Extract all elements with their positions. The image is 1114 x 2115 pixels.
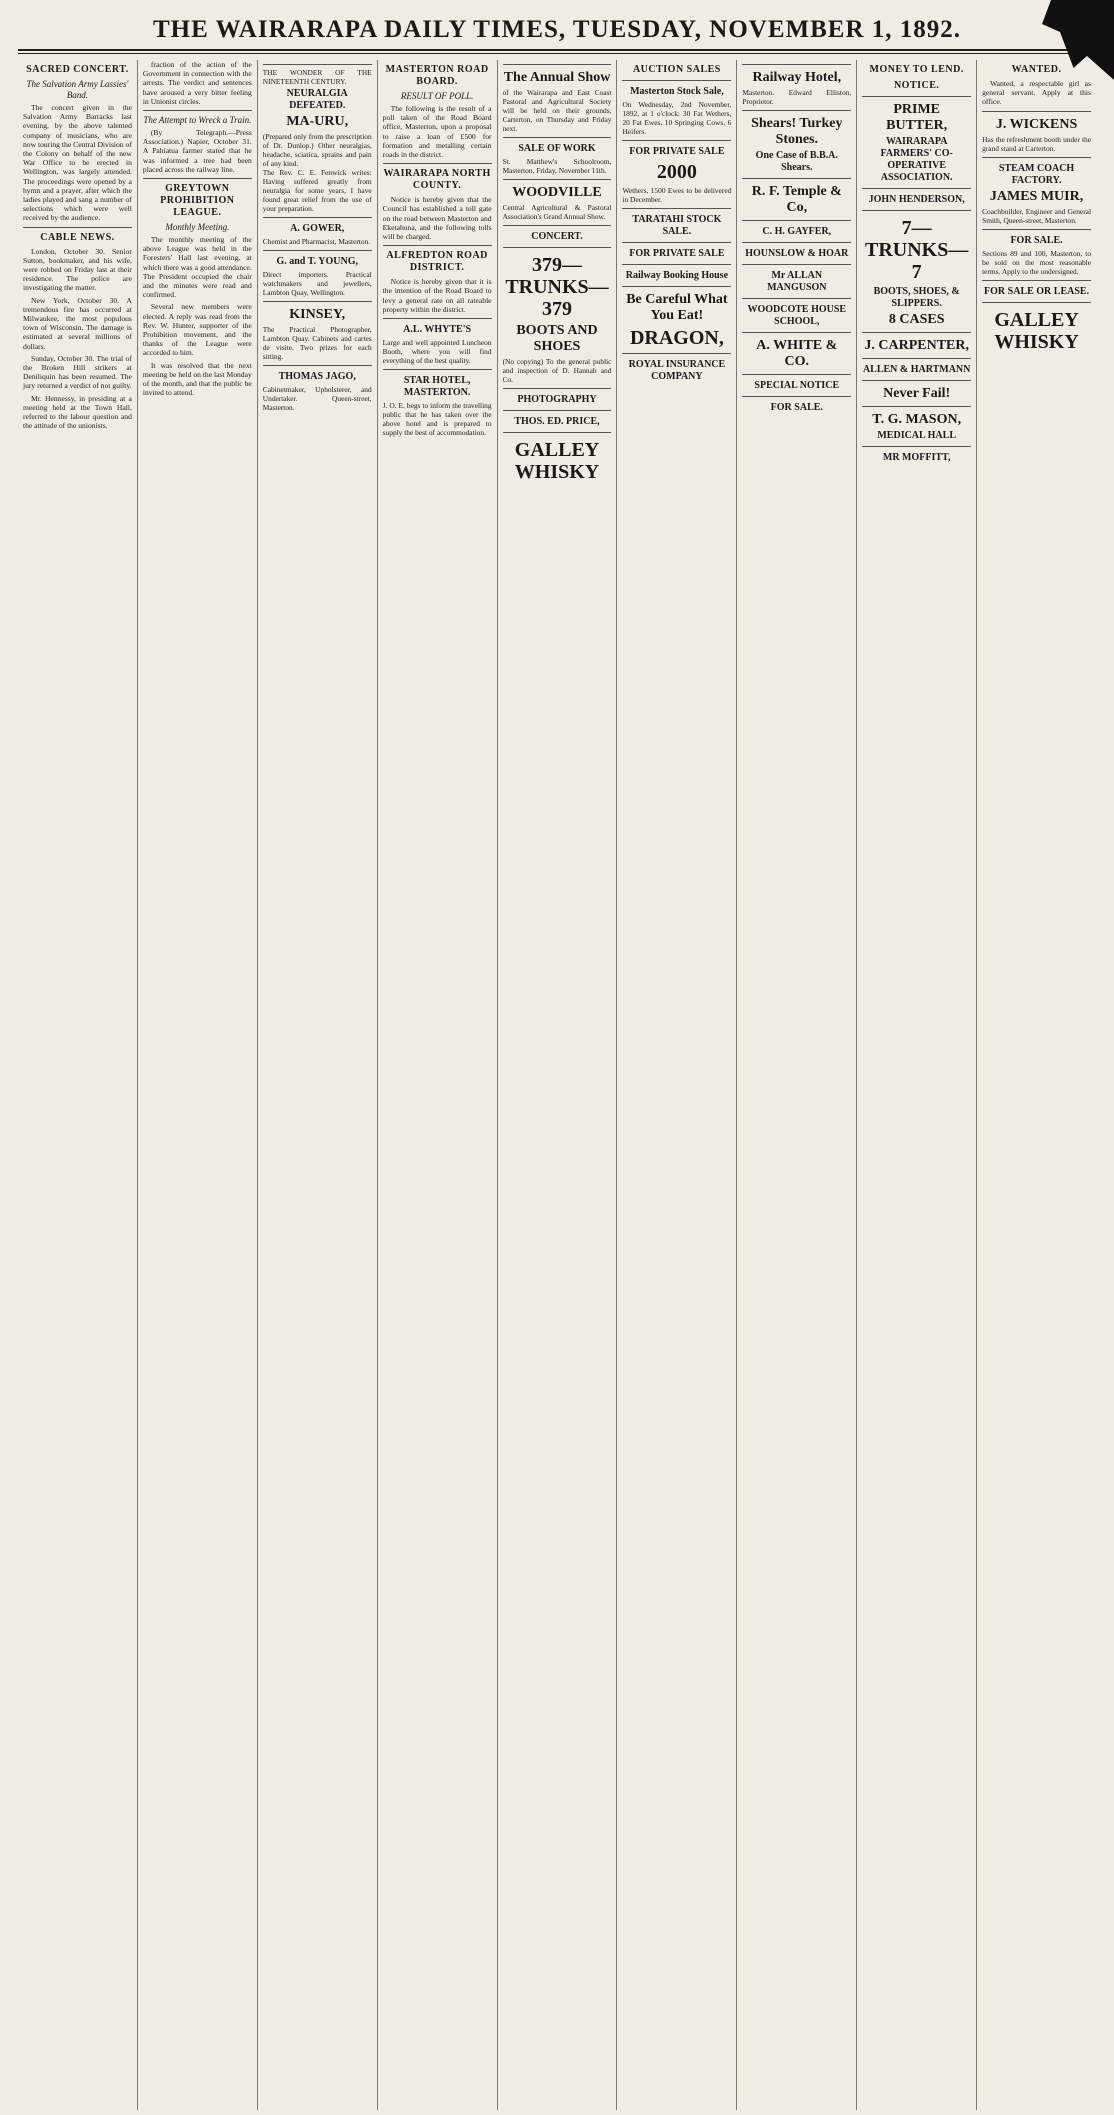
columns: [18, 60, 1096, 2110]
ad-title: PHOTOGRAPHY: [517, 394, 597, 405]
article-text: London, October 30. Senior Sutton, bookmaker, and his wife, were robbed on Friday last at their residence. The police are investigating the matter.: [23, 246, 132, 293]
article-text: Sunday, October 30. The trial of the Broken Hill strikers at Deniliquin has been resumed. The jury returned a verdict of not guilty.: [23, 353, 132, 391]
heading-wreck-train: The Attempt to Wreck a Train.: [143, 115, 252, 126]
heading-cable-news: CABLE NEWS.: [40, 231, 115, 243]
ad-title: Mr ALLAN MANGUSON: [767, 270, 827, 293]
article-text: fraction of the action of the Government in connection with the arrests. The verdict and sentences have aroused a very bitter feeling in Unionist circles.: [142, 60, 252, 106]
ad-text: St. Matthew's Schoolroom, Masterton, Friday, November 11th.: [502, 157, 612, 175]
ad-text: Cabinetmaker, Upholsterer, and Undertaker. Queen-street, Masterton.: [262, 385, 372, 412]
ad-shears: [742, 110, 851, 174]
ad-title: STAR HOTEL, MASTERTON.: [403, 375, 471, 399]
ad-photography: [503, 388, 612, 406]
ad-railway-hotel: [742, 64, 851, 106]
ad-railway-booking: [622, 264, 731, 282]
ad-never-fail: [862, 380, 971, 402]
ad-title: JOHN HENDERSON,: [868, 194, 965, 205]
heading-sacred-concert: SACRED CONCERT.: [26, 64, 129, 75]
ad-title: TARATAHI STOCK SALE.: [632, 214, 722, 237]
ad-title: WOODCOTE HOUSE SCHOOL,: [747, 304, 847, 327]
ad-title: Railway Hotel,: [752, 70, 842, 85]
column-1: [18, 60, 138, 2110]
ad-manguson: [742, 264, 851, 294]
ad-henderson: [862, 188, 971, 206]
subheading-result-of-poll: RESULT OF POLL.: [400, 91, 474, 101]
masthead-rule: [18, 49, 1096, 54]
ad-title: MR MOFFITT,: [882, 452, 951, 463]
ad-title: R. F. Temple & Co,: [751, 184, 842, 215]
ad-brand: DRAGON,: [629, 327, 724, 349]
article-text: Notice is hereby given that it is the intention of the Road Board to levy a general rate on all rateable property within the district.: [382, 277, 492, 314]
ad-text: Sections 89 and 100, Masterton, to be sold on the most reasonable terms. Apply to the undersigned.: [982, 248, 1092, 276]
heading-wanted: WANTED.: [1011, 64, 1062, 75]
article-text: The concert given in the Salvation Army Barracks last evening, by the above talented company of musicians, who are now touring the Central Division of the Colony on behalf of the new War Office to be erected in Wellington, was largely attended. The proceedings were opened by a hymn and a prayer, after which the ladies played and sang a number of selections which were well received by the audience.: [23, 103, 132, 223]
ad-brand: MA-URU,: [286, 114, 349, 129]
ad-title: CONCERT.: [531, 231, 583, 242]
ad-text: Masterton. Edward Elliston, Proprietor.: [742, 88, 852, 106]
ad-title: KINSEY,: [289, 307, 346, 322]
ad-moffitt: [862, 446, 971, 464]
ad-title: The Annual Show: [503, 70, 611, 85]
ad-text: Chemist and Pharmacist, Masterton.: [262, 237, 371, 246]
divider: [143, 178, 252, 179]
ad-price: [503, 410, 612, 428]
ad-gower: [263, 217, 372, 246]
column-4: [378, 60, 498, 2110]
article-text: Wanted, a respectable girl as general servant. Apply at this office.: [982, 79, 1092, 107]
ad-text: Direct importers. Practical watchmakers and jewellers, Lambton Quay, Wellington.: [262, 270, 372, 297]
ad-subtitle: One Case of B.B.A. Shears.: [755, 150, 838, 173]
ad-woodcote: [742, 298, 851, 328]
ad-steam-coach: [982, 157, 1091, 225]
article-text: Mr. Hennessy, in presiding at a meeting held at the Town Hall, referred to the labour question and the attitude of the unionists.: [23, 393, 132, 431]
column-2: [138, 60, 258, 2110]
ad-title: G. and T. YOUNG,: [276, 256, 358, 267]
ad-concert: [503, 225, 612, 243]
column-3: [258, 60, 378, 2110]
ad-title: 7—TRUNKS—7: [865, 217, 969, 283]
ad-text: Wethers, 1500 Ewes to be delivered in December.: [622, 186, 732, 204]
ad-for-sale-lease: [982, 280, 1091, 298]
ad-subtitle: BOOTS, SHOES, & SLIPPERS.: [873, 286, 960, 309]
ad-title: C. H. GAYFER,: [762, 226, 832, 237]
article-text: It was resolved that the next meeting be held on the last Monday of the month, and that the public be invited to attend.: [142, 360, 252, 398]
ad-star-hotel: [383, 369, 492, 437]
heading-north-county: WAIRARAPA NORTH COUNTY.: [383, 168, 491, 192]
heading-alfredton: ALFREDTON ROAD DISTRICT.: [386, 250, 488, 274]
ad-special-notice: [742, 374, 851, 392]
article-text: New York, October 30. A tremendous fire has occurred at Milwaukee, the most populous town of Wisconsin. The damage is estimated at several millions of dollars.: [23, 295, 132, 351]
ad-white: [742, 332, 851, 370]
ad-title: THOS. ED. PRICE,: [514, 416, 600, 427]
ad-wickens: [982, 111, 1091, 153]
ad-title: Shears! Turkey Stones.: [751, 116, 843, 147]
ad-temple: [742, 178, 851, 216]
ad-text: Coachbuilder, Engineer and General Smith, Queen-street, Masterton.: [982, 206, 1092, 225]
ad-title: J. CARPENTER,: [864, 338, 969, 353]
ad-butter: [862, 96, 971, 184]
heading-prohibition-league: GREYTOWN PROHIBITION LEAGUE.: [160, 183, 235, 219]
ad-title: T. G. MASON,: [872, 412, 962, 427]
ad-title: Never Fail!: [883, 386, 951, 401]
ad-young: [263, 250, 372, 297]
ad-title: Be Careful What You Eat!: [626, 292, 728, 323]
ad-allen-hartmann: [862, 358, 971, 376]
ad-trunks-7: [862, 210, 971, 328]
masthead-title: THE WAIRARAPA DAILY TIMES, TUESDAY, NOVEMBER 1, 1892.: [152, 16, 962, 43]
column-6: [617, 60, 737, 2110]
ad-title: Railway Booking House: [625, 270, 729, 281]
ad-title: ROYAL INSURANCE COMPANY: [628, 359, 726, 382]
ad-stock-sale: [622, 80, 731, 136]
ad-title: FOR PRIVATE SALE: [629, 146, 725, 157]
ad-title: ALLEN & HARTMANN: [862, 364, 971, 375]
ad-title: J. WICKENS: [995, 116, 1078, 132]
ad-for-sale: [742, 396, 851, 414]
ad-title: A. GOWER,: [290, 223, 345, 234]
ad-cases: 8 CASES: [888, 312, 945, 327]
ad-title: Masterton Stock Sale,: [630, 86, 724, 97]
ad-title: SALE OF WORK: [518, 143, 596, 154]
ad-galley-whisky: [503, 432, 612, 483]
ad-title: FOR SALE.: [770, 402, 823, 413]
ad-ma-uru: [263, 64, 372, 213]
ad-carpenter: [862, 332, 971, 354]
ad-taratahi: [622, 208, 731, 238]
ad-jago: [263, 365, 372, 412]
subheading-monthly-meeting: Monthly Meeting.: [165, 222, 230, 233]
ad-text: Central Agricultural & Pastoral Association's Grand Annual Show.: [502, 203, 612, 221]
ad-woodville: [503, 179, 612, 221]
ad-text: Has the refreshment booth under the grand stand at Carterton.: [982, 134, 1092, 153]
ad-subtitle: MEDICAL HALL: [877, 430, 956, 441]
ad-title: A.L. WHYTE'S: [403, 324, 472, 336]
article-text: (By Telegraph.—Press Association.) Napier, October 31. A Pahiatua farmer stated that he was informed a tree had been placed across the railway line.: [142, 128, 252, 174]
ad-title: WOODVILLE: [512, 185, 602, 200]
heading-auction-sales: AUCTION SALES: [632, 64, 721, 75]
subheading-lassies-band: The Salvation Army Lassies' Band.: [26, 79, 129, 100]
divider: [383, 245, 492, 246]
ad-title: THOMAS JAGO,: [278, 371, 356, 382]
ad-title: FOR PRIVATE SALE: [629, 248, 725, 259]
ad-whyte: [383, 318, 492, 365]
ad-text: On Wednesday, 2nd November, 1892, at 1 o'clock: 30 Fat Wethers, 20 Fat Ewes, 10 Springing Cows, 6 Heifers.: [622, 100, 732, 136]
column-7: [737, 60, 857, 2110]
article-text: Several new members were elected. A reply was read from the Rev. W. Hunter, supporter of the Prohibition movement, and the thanks of the League were accorded to him.: [142, 302, 252, 358]
ad-title: FOR SALE OR LEASE.: [984, 285, 1090, 297]
ad-title: SPECIAL NOTICE: [754, 380, 840, 391]
ad-royal-insurance: [622, 353, 731, 383]
ad-for-sale-sections: [982, 229, 1091, 276]
ad-annual-show: [503, 64, 612, 133]
ad-text: J. O. E. begs to inform the travelling public that he has taken over the above hotel and is prepared to supply the best of accommodation.: [382, 401, 492, 438]
ad-trunks: [503, 247, 612, 384]
ad-text: (Prepared only from the prescription of Dr. Dunlop.) Other neuralgias, headache, sciatica, sprains and pain of any kind.: [262, 132, 372, 168]
divider: [143, 110, 252, 111]
heading-money-to-lend: MONEY TO LEND.: [869, 64, 964, 75]
ad-careful: [622, 286, 731, 349]
ad-title: GALLEY WHISKY: [994, 308, 1079, 353]
ad-gayfer: [742, 220, 851, 238]
ad-text: Large and well appointed Luncheon Booth, where you will find everything of the best quality.: [382, 338, 492, 366]
divider: [383, 163, 492, 164]
ad-kinsey: [263, 301, 372, 361]
ad-text: The Rev. C. E. Fenwick writes: Having suffered greatly from neuralgia for some years, I have found great relief from the use of your preparation.: [262, 168, 372, 213]
article-text: The monthly meeting of the above League was held in the Foresters' Hall last evening, at which there was a good attendance. The President occupied the chair and the minutes were read and confirmed.: [142, 235, 252, 300]
ad-sale-of-work: [503, 137, 612, 175]
ad-title: GALLEY WHISKY: [514, 439, 600, 483]
ad-galley-whisky-2: [982, 302, 1091, 353]
article-text: Notice is hereby given that the Council has established a toll gate on the road between Masterton and Eketahuna, and the following tolls will be charged.: [382, 195, 492, 242]
ad-title: 379—TRUNKS—379: [505, 254, 609, 320]
heading-road-board: MASTERTON ROAD BOARD.: [385, 64, 489, 87]
column-8: [857, 60, 977, 2110]
ad-subtitle: JAMES MUIR,: [989, 188, 1084, 204]
ad-text: THE WONDER OF THE NINETEENTH CENTURY.: [262, 68, 372, 86]
ad-private-sale: [622, 140, 731, 204]
ad-title: HOUNSLOW & HOAR: [745, 248, 849, 259]
ad-text: of the Wairarapa and East Coast Pastoral and Agricultural Society will be held on their grounds, Carterton, on Thursday and Friday next.: [502, 88, 612, 133]
divider: [23, 227, 132, 228]
column-5: [498, 60, 618, 2110]
ad-mason: [862, 406, 971, 442]
ad-title: PRIME BUTTER,: [886, 102, 948, 133]
ad-text: (No copying) To the general public and inspection of D. Hannah and Co.: [502, 357, 612, 384]
ad-private-sale-2: [622, 242, 731, 260]
ad-hounslow: [742, 242, 851, 260]
ad-title: STEAM COACH FACTORY.: [998, 162, 1075, 186]
ad-text: The Practical Photographer, Lambton Quay. Cabinets and cartes de visite. Two prizes for each sitting.: [262, 325, 372, 361]
ad-subtitle: WAIRARAPA FARMERS' CO-OPERATIVE ASSOCIATION.: [880, 136, 953, 183]
ad-subtitle: BOOTS AND SHOES: [516, 323, 598, 354]
ad-title: NEURALGIA DEFEATED.: [286, 88, 348, 111]
heading-notice: NOTICE.: [893, 80, 940, 91]
column-9: [977, 60, 1096, 2110]
ad-title: A. WHITE & CO.: [756, 338, 838, 369]
ad-title: FOR SALE.: [1010, 234, 1063, 246]
ad-number: 2000: [656, 161, 697, 183]
article-text: The following is the result of a poll taken of the Road Board office, Masterton, upon a proposal to raise a loan of £500 for formation and metalling certain roads in the district.: [382, 104, 492, 160]
